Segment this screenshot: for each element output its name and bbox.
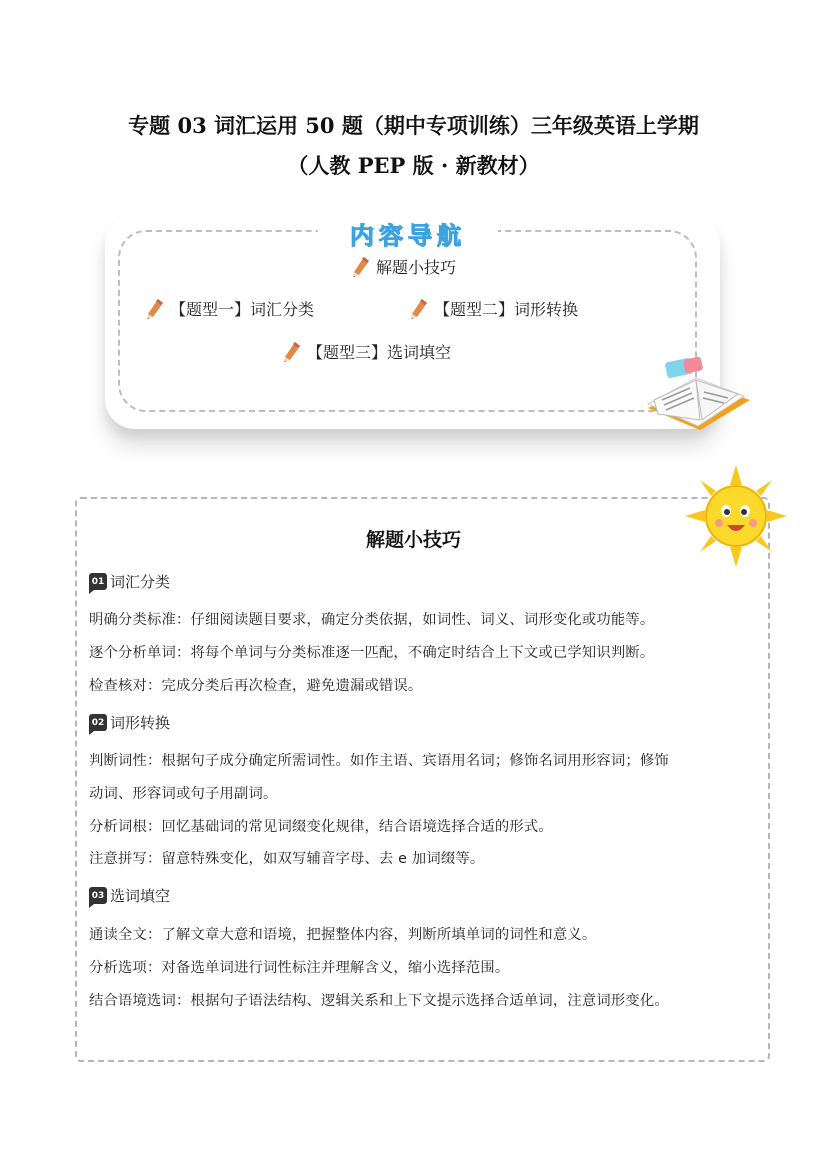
pencil-icon (410, 298, 428, 320)
section-heading-02 (89, 712, 170, 733)
sun-icon (683, 463, 789, 569)
open-book-icon (640, 356, 752, 436)
tips-panel (75, 497, 770, 1062)
section-number-badge: 02 (89, 714, 107, 731)
section-heading-label: 词汇分类 (110, 573, 171, 591)
tip-line: 检查核对：完成分类后再次检查，避免遗漏或错误。 (89, 678, 423, 694)
nav-link-label: 【题型一】词汇分类 (170, 300, 315, 319)
nav-link-type-3[interactable] (283, 340, 451, 363)
section-number-badge: 01 (89, 573, 107, 590)
tip-line: 动词、形容词或句子用副词。 (89, 786, 278, 802)
nav-link-type-2[interactable] (410, 297, 578, 320)
tip-line: 分析选项：对备选单词进行词性标注并理解含义，缩小选择范围。 (89, 960, 510, 976)
tip-line: 分析词根：回忆基础词的常见词缀变化规律，结合语境选择合适的形式。 (89, 819, 553, 835)
nav-link-label: 解题小技巧 (376, 258, 457, 277)
tip-line: 逐个分析单词：将每个单词与分类标准逐一匹配，不确定时结合上下文或已学知识判断。 (89, 645, 655, 661)
pencil-icon (283, 341, 301, 363)
section-heading-01 (89, 571, 170, 592)
page-title: 专题 03 词汇运用 50 题（期中专项训练）三年级英语上学期 (128, 113, 699, 138)
tip-line: 判断词性：根据句子成分确定所需词性。如作主语、宾语用名词；修饰名词用形容词；修饰 (89, 753, 669, 769)
tip-line: 通读全文：了解文章大意和语境，把握整体内容，判断所填单词的词性和意义。 (89, 927, 597, 943)
page-subtitle: （人教 PEP 版 · 新教材） (287, 153, 540, 178)
pencil-icon (146, 298, 164, 320)
nav-link-label: 【题型三】选词填空 (307, 343, 452, 362)
tip-line: 注意拼写：留意特殊变化，如双写辅音字母、去 e 加词缀等。 (89, 851, 485, 867)
nav-link-label: 【题型二】词形转换 (434, 300, 579, 319)
tip-line: 结合语境选词：根据句子语法结构、逻辑关系和上下文提示选择合适单词，注意词形变化。 (89, 993, 669, 1009)
section-number-badge: 03 (89, 887, 107, 904)
tips-title: 解题小技巧 (365, 529, 461, 551)
navigation-heading: 内容导航 (318, 214, 498, 252)
tip-line: 明确分类标准：仔细阅读题目要求，确定分类依据，如词性、词义、词形变化或功能等。 (89, 612, 655, 628)
pencil-icon (352, 256, 370, 278)
section-heading-label: 词形转换 (110, 714, 171, 732)
section-heading-label: 选词填空 (110, 887, 171, 905)
nav-link-type-1[interactable] (146, 297, 314, 320)
section-heading-03 (89, 885, 170, 906)
nav-link-tips[interactable] (352, 255, 456, 278)
